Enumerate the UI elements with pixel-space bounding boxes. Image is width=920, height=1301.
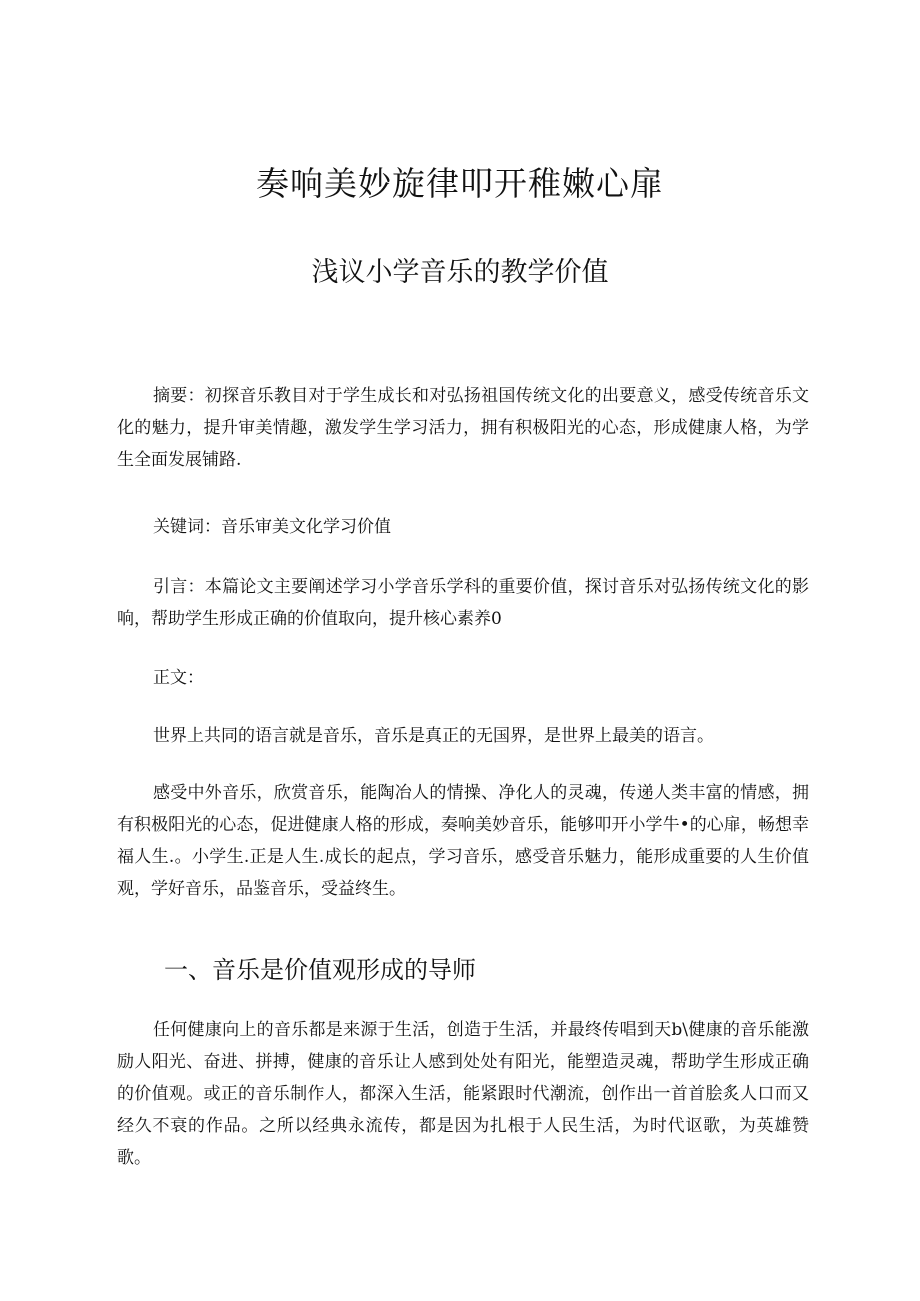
keywords-line: 关键词：音乐审美文化学习价值 xyxy=(153,517,391,537)
body-label: 正文： xyxy=(153,668,204,688)
body-paragraph-2: 感受中外音乐，欣赏音乐，能陶冶人的情操、净化人的灵魂，传递人类丰富的情感，拥有积极阳光的心态，促进健康人格的形成，奏响美妙音乐，能够叩开小学牛•的心扉，畅想幸福人生.。小学生.正是人生.成长的起点，学习音乐，感受音乐魅力，能形成重要的人生价值观，学好音乐，品鉴音乐，受益终生。 xyxy=(117,783,809,899)
body-paragraph-3: 任何健康向上的音乐都是来源于生活，创造于生活，并最终传唱到天b\健康的音乐能激励人阳光、奋进、拼搏，健康的音乐让人感到处处有阳光，能塑造灵魂，帮助学生形成正确的价值观。或正的音乐制作人，都深入生活，能紧跟时代潮流，创作出一首首脍炙人口而又经久不衰的作品。之所以经典永流传，都是因为扎根于人民生活，为时代讴歌，为英雄赞歌。 xyxy=(117,1020,809,1168)
body-paragraph-1: 世界上共同的语言就是音乐，音乐是真正的无国界，是世界上最美的语言。 xyxy=(153,726,714,746)
document-subtitle: 浅议小学音乐的教学价值 xyxy=(311,257,609,288)
section-heading-1: 一、音乐是价值观形成的导师 xyxy=(164,956,476,984)
intro-paragraph: 引言：本篇论文主要阐述学习小学音乐学科的重要价值，探讨音乐对弘扬传统文化的影响，帮助学生形成正确的价值取向，提升核心素养0 xyxy=(117,577,809,629)
abstract-paragraph: 摘要：初探音乐教目对于学生成长和对弘扬祖国传统文化的出要意义，感受传统音乐文化的魅力，提升审美情趣，激发学生学习活力，拥有积极阳光的心态，形成健康人格，为学生全面发展铺路. xyxy=(117,386,809,470)
document-title: 奏响美妙旋律叩开稚嫩心扉 xyxy=(256,164,664,203)
